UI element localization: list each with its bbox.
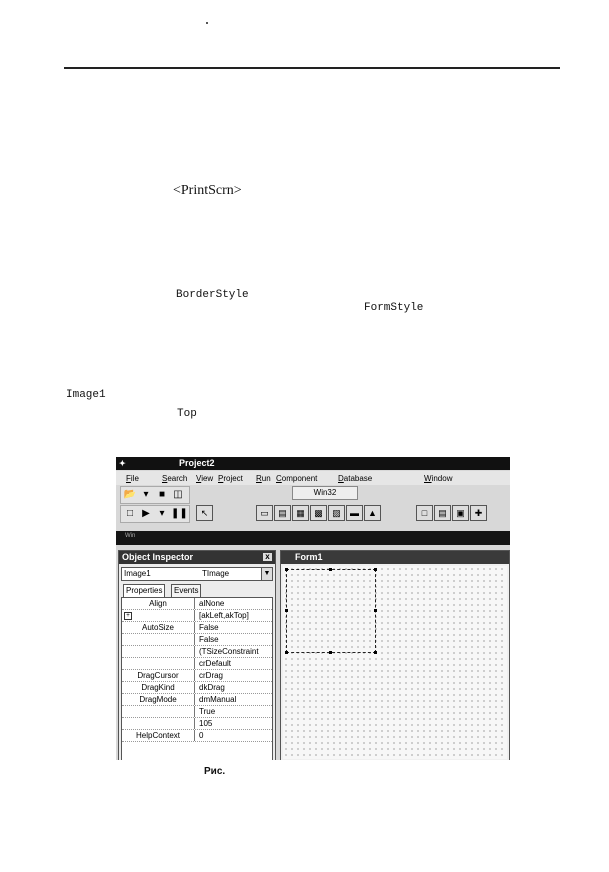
menu-component[interactable]: Component: [276, 474, 318, 483]
open-folder-icon[interactable]: 📂: [123, 489, 137, 500]
object-name: Image1: [124, 569, 151, 578]
menu-database[interactable]: Database: [338, 474, 373, 483]
property-value[interactable]: crDrag: [199, 671, 224, 680]
property-value[interactable]: dmManual: [199, 695, 237, 704]
component-icon[interactable]: ▦: [292, 505, 309, 521]
object-inspector-titlebar: [119, 551, 275, 564]
resize-handle[interactable]: [285, 568, 288, 571]
property-name: [122, 634, 195, 645]
component-icon[interactable]: ▬: [346, 505, 363, 521]
tab-properties[interactable]: Properties: [123, 584, 165, 597]
resize-handle[interactable]: [285, 609, 288, 612]
object-type: TImage: [202, 569, 230, 578]
property-row[interactable]: [122, 694, 272, 706]
property-name: AutoSize: [122, 622, 195, 633]
property-name: [122, 718, 195, 729]
property-name: [122, 610, 195, 621]
tab-events[interactable]: Events: [171, 584, 201, 597]
pause-icon[interactable]: ❚❚: [171, 508, 188, 519]
borderstyle-term: BorderStyle: [176, 289, 249, 301]
band-label: Win: [125, 533, 136, 539]
debug-toolbar: [120, 505, 190, 523]
property-name: DragMode: [122, 694, 195, 705]
property-row[interactable]: [122, 682, 272, 694]
selected-image-component[interactable]: [286, 569, 376, 653]
speck: [206, 22, 208, 24]
top-term: Top: [177, 408, 197, 420]
delphi-app-icon: ✦: [119, 459, 126, 468]
resize-handle[interactable]: [374, 609, 377, 612]
property-row[interactable]: [122, 730, 272, 742]
resize-handle[interactable]: [374, 568, 377, 571]
component-icon[interactable]: ▣: [452, 505, 469, 521]
resize-handle[interactable]: [329, 651, 332, 654]
property-row[interactable]: [122, 622, 272, 634]
property-row[interactable]: [122, 598, 272, 610]
menu-file[interactable]: File: [126, 474, 139, 483]
property-name: [122, 646, 195, 657]
property-row[interactable]: [122, 718, 272, 730]
resize-handle[interactable]: [329, 568, 332, 571]
component-icon[interactable]: ▲: [364, 505, 381, 521]
object-inspector-title: Object Inspector: [122, 552, 194, 562]
formstyle-term: FormStyle: [364, 302, 424, 314]
property-value[interactable]: dkDrag: [199, 683, 225, 692]
header-rule: [64, 67, 560, 69]
palette-tab-win32[interactable]: Win32: [292, 486, 358, 500]
menu-window[interactable]: Window: [424, 474, 453, 483]
component-icon[interactable]: ▭: [256, 505, 273, 521]
property-value[interactable]: crDefault: [199, 659, 232, 668]
property-row[interactable]: [122, 670, 272, 682]
property-name: [122, 706, 195, 717]
dropdown-arrow-icon[interactable]: ▾: [159, 508, 165, 519]
property-value[interactable]: True: [199, 707, 216, 716]
save-all-icon[interactable]: ◫: [173, 489, 183, 500]
object-inspector: [118, 550, 276, 760]
image1-term: Image1: [66, 389, 106, 401]
property-row[interactable]: [122, 634, 272, 646]
component-icon[interactable]: ▨: [328, 505, 345, 521]
menu-view[interactable]: View: [196, 474, 214, 483]
ide-titlebar: [116, 457, 510, 470]
property-row[interactable]: [122, 658, 272, 670]
property-name: [122, 658, 195, 669]
arrow-pointer-icon[interactable]: ↖: [196, 505, 213, 521]
property-value[interactable]: 0: [199, 731, 204, 740]
form-designer: [280, 550, 510, 760]
delphi-ide-screenshot: [116, 457, 510, 760]
property-value[interactable]: False: [199, 623, 219, 632]
component-icon[interactable]: ▩: [310, 505, 327, 521]
resize-handle[interactable]: [374, 651, 377, 654]
ide-window-title: Project2: [179, 458, 215, 468]
resize-handle[interactable]: [285, 651, 288, 654]
menu-search[interactable]: Search: [162, 474, 188, 483]
dropdown-arrow-icon[interactable]: ▾: [143, 489, 149, 500]
property-value[interactable]: False: [199, 635, 219, 644]
save-icon[interactable]: ■: [158, 489, 166, 500]
property-name: DragKind: [122, 682, 195, 693]
property-row[interactable]: [122, 706, 272, 718]
dark-band: [116, 531, 510, 545]
component-icon[interactable]: ✚: [470, 505, 487, 521]
expand-icon[interactable]: +: [124, 612, 132, 620]
component-icon[interactable]: □: [416, 505, 433, 521]
property-value[interactable]: 105: [199, 719, 213, 728]
object-selector[interactable]: [121, 567, 273, 581]
property-name: HelpContext: [122, 730, 195, 741]
property-name: DragCursor: [122, 670, 195, 681]
ide-menubar: [116, 471, 510, 485]
form-design-surface[interactable]: [283, 566, 507, 759]
new-icon[interactable]: □: [126, 508, 134, 519]
standard-toolbar: [120, 486, 190, 504]
menu-project[interactable]: Project: [218, 474, 243, 483]
property-row[interactable]: [122, 610, 272, 622]
property-name: Align: [122, 598, 195, 609]
form-titlebar: [281, 551, 509, 564]
property-value[interactable]: [akLeft,akTop]: [199, 611, 249, 620]
component-icon[interactable]: ▤: [434, 505, 451, 521]
property-row[interactable]: [122, 646, 272, 658]
property-value[interactable]: alNone: [199, 599, 225, 608]
run-icon[interactable]: ▶: [142, 508, 150, 519]
menu-run[interactable]: Run: [256, 474, 271, 483]
chevron-down-icon[interactable]: ▼: [261, 568, 272, 580]
close-icon[interactable]: x: [263, 553, 272, 561]
property-value[interactable]: (TSizeConstraint: [199, 647, 259, 656]
component-icon[interactable]: ▤: [274, 505, 291, 521]
property-grid: [121, 597, 273, 760]
form-title: Form1: [295, 552, 323, 562]
printscrn-key: <PrintScrn>: [173, 183, 242, 198]
figure-caption: Рис.: [204, 766, 226, 777]
